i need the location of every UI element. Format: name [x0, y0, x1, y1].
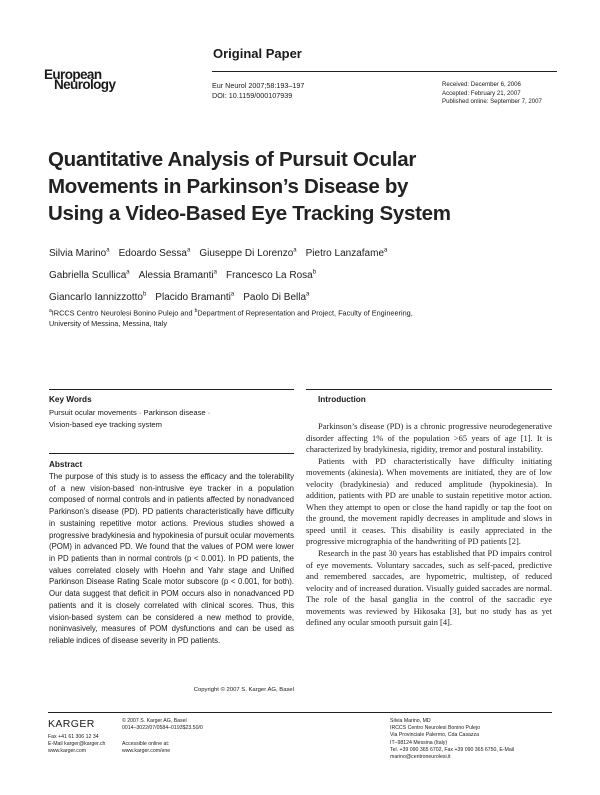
- affiliation-line: [49, 306, 519, 319]
- publisher-website[interactable]: www.karger.com: [48, 748, 87, 755]
- affiliation-marker: b: [194, 308, 198, 314]
- author: [306, 248, 388, 259]
- abstract-heading: Abstract: [49, 460, 83, 469]
- author: [119, 248, 191, 259]
- introduction-heading: Introduction: [318, 395, 366, 404]
- keywords-text: [49, 407, 294, 430]
- author-name: Giuseppe Di Lorenzo: [199, 248, 294, 260]
- title-line: Using a Video-Based Eye Tracking System: [48, 202, 451, 225]
- affiliation-marker: a: [49, 308, 52, 314]
- intro-paragraph: Research in the past 30 years has established that PD impairs control of eye movements. Voluntary saccades, such as self-paced, predictive and remembered saccades, are hypometric, multistep, of reduced velocity and of increased duration. Visually guided saccades are normal. The role of the basal ganglia in the control of the saccadic eye movements was reviewed by Hikosaka [3], but no study has as yet defined any ocular smooth pursuit gain [4].: [306, 548, 552, 628]
- author-name: Francesco La Rosa: [225, 270, 313, 282]
- author-row: [49, 264, 569, 286]
- publication-info: [122, 718, 203, 732]
- author: [49, 270, 130, 281]
- author-row: [49, 286, 569, 308]
- author-affiliation-marker: b: [142, 291, 147, 298]
- title-line: Quantitative Analysis of Pursuit Ocular: [48, 148, 417, 171]
- author-affiliation-marker: a: [293, 248, 297, 254]
- keywords-line: Vision-based eye tracking system: [49, 419, 162, 429]
- author: [226, 270, 316, 281]
- keywords-heading: Key Words: [49, 395, 92, 404]
- paper-type: Original Paper: [213, 46, 302, 61]
- corr-institution: IRCCS Centro Neurolesi Bonino Pulejo: [390, 725, 480, 732]
- author: [49, 248, 110, 259]
- accepted-date: Accepted: February 21, 2007: [442, 89, 521, 97]
- intro-paragraph: Patients with PD characteristically have difficulty initiating movements (akinesia). When movements are initiated, they are of low velocity (bradykinesia) and reduced amplitude (hypokinesia). In addition, patients with PD are unable to sustain repetitive motor action. When they attempt to open or close the hand rapidly or tap the foot on the ground, the movement rapidly decreases in amplitude and slows in speed until it ceases. This disability is easily appreciated in the progressive micrographia of the handwriting of PD patients [2].: [306, 455, 552, 547]
- introduction-body: [306, 421, 552, 629]
- correspondence: [390, 718, 570, 761]
- article-title: [48, 146, 568, 227]
- author-name: Pietro Lanzafame: [305, 248, 385, 260]
- introduction-rule: [306, 389, 552, 390]
- author-name: Silvia Marino: [49, 248, 107, 260]
- published-date: Published online: September 7, 2007: [442, 98, 542, 106]
- doi[interactable]: DOI: 10.1159/000107939: [212, 91, 293, 100]
- issn: 0014–3022/07/0584–0193$23.50/0: [122, 725, 203, 732]
- author: [199, 248, 296, 259]
- corr-street: Via Provinciale Palermo, Cda Casazza: [390, 732, 479, 739]
- journal-logo: [44, 67, 116, 92]
- author-name: Paolo Di Bella: [243, 291, 307, 303]
- publication-copyright: © 2007 S. Karger AG, Basel: [122, 718, 187, 724]
- author: [243, 292, 309, 303]
- intro-paragraph: Parkinson’s disease (PD) is a chronic progressive neurodegenerative disorder affecting 1% of the population >65 years of age [1]. It is characterized by bradykinesia, rigidity, tremor and postural instability.: [306, 421, 552, 455]
- access-label: Accessible online at:: [122, 741, 170, 747]
- keywords-rule: [49, 389, 294, 390]
- author: [49, 292, 146, 303]
- author-affiliation-marker: a: [230, 291, 235, 298]
- abstract-rule: [49, 453, 294, 454]
- footer-rule: [48, 712, 552, 713]
- corr-contact[interactable]: Tel. +39 090 365 6702, Fax +39 090 365 6750, E-Mail marino@centroneurolesi.it: [390, 746, 515, 761]
- abstract-body: [49, 471, 294, 647]
- journal-logo-line1: European: [44, 67, 102, 82]
- author-list: [49, 242, 569, 307]
- publisher-fax: Fax +41 61 306 12 34: [48, 734, 99, 740]
- author-name: Alessia Bramanti: [138, 270, 214, 282]
- corr-name: Silvia Marino, MD: [390, 718, 431, 724]
- abstract-text: The purpose of this study is to assess the efficacy and the tolerability of a new vision-based non-intrusive eye tracker in a population composed of normal controls and in patients affected by nonadvanced Parkinson’s disease (PD). PD patients characteristically have difficulty in sustaining repetitive motor actions. Previous studies showed a progressive bradykinesia and hypokinesia of pursuit ocular movements (POM) in advanced PD. We found that the values of POM were lower in PD patients than in normal controls (p < 0.001). In PD patients, the values correlated closely with Hoehn and Yahr stage and Unified Parkinson Disease Rating Scale motor subscore (p < 0.001, for both). Our data suggest that deficit in POM occurs also in nonadvanced PD patients and it is closely correlated with clinical scores. Thus, this vision-based system can be considered a new method to provide, noninvasively, measures of POM dysfunctions and can be used as reliable indices of disease severity in PD patients.: [49, 472, 294, 646]
- affiliation-a: IRCCS Centro Neurolesi Bonino Pulejo and: [51, 308, 195, 318]
- keywords-line: Pursuit ocular movements · Parkinson disease ·: [49, 408, 211, 417]
- author-affiliation-marker: a: [384, 248, 388, 254]
- publisher-logo: KARGER: [48, 718, 95, 730]
- header-rule: [212, 71, 557, 72]
- author-name: Gabriella Scullica: [49, 270, 127, 282]
- corr-city: IT–98124 Messina (Italy): [390, 739, 448, 746]
- copyright-notice: Copyright © 2007 S. Karger AG, Basel: [193, 687, 294, 693]
- author: [139, 270, 217, 281]
- author: [155, 292, 234, 303]
- author-affiliation-marker: a: [186, 248, 191, 254]
- publisher-contact: [48, 734, 105, 756]
- journal-logo-line2: Neurology: [54, 77, 116, 92]
- received-date: Received: December 6, 2006: [442, 81, 521, 88]
- author-affiliation-marker: a: [306, 291, 310, 298]
- affiliation-line: University of Messina, Messina, Italy: [49, 318, 168, 328]
- author-affiliation-marker: a: [213, 269, 217, 276]
- author-affiliation-marker: b: [312, 269, 317, 276]
- title-line: Movements in Parkinson’s Disease by: [48, 175, 409, 198]
- author-affiliation-marker: a: [106, 248, 110, 254]
- publisher-email[interactable]: E-Mail karger@karger.ch: [48, 741, 106, 748]
- online-access: [122, 741, 170, 755]
- author-affiliation-marker: a: [126, 269, 130, 276]
- citation-block: [212, 81, 304, 101]
- dates-block: [442, 81, 542, 107]
- access-url[interactable]: www.karger.com/ene: [122, 748, 171, 755]
- author-name: Edoardo Sessa: [118, 248, 187, 260]
- author-name: Placido Bramanti: [155, 291, 231, 303]
- affiliations: [49, 306, 519, 329]
- affiliation-b: Department of Representation and Project, Faculty of Engineering,: [197, 308, 413, 318]
- citation: Eur Neurol 2007;58:193–197: [212, 81, 305, 90]
- author-name: Giancarlo Iannizzotto: [49, 291, 143, 303]
- author-row: [49, 242, 569, 264]
